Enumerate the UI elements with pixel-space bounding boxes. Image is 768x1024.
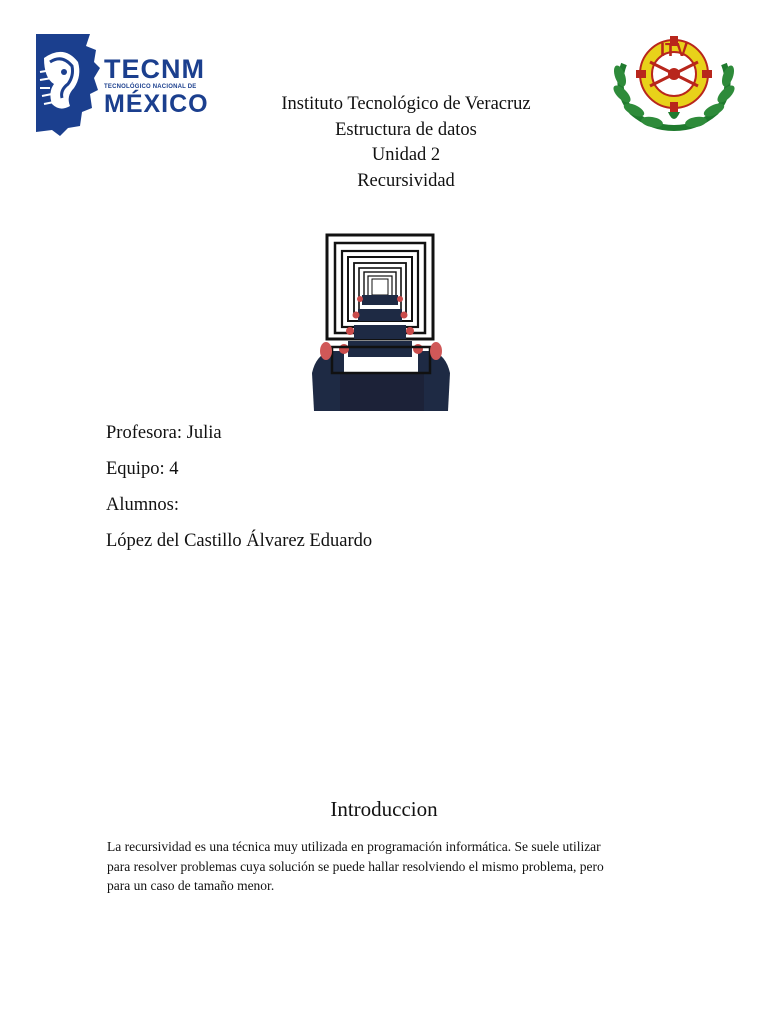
recursion-frames-image xyxy=(310,233,452,411)
professor-line: Profesora: Julia xyxy=(106,423,222,443)
tecnm-wordmark-line2: TECNOLÓGICO NACIONAL DE xyxy=(104,84,197,90)
course-name: Estructura de datos xyxy=(335,119,477,140)
document-header xyxy=(0,92,768,194)
topic-name: Recursividad xyxy=(357,170,455,191)
team-line: Equipo: 4 xyxy=(106,459,179,479)
tecnm-wordmark-line1: TECNM xyxy=(104,54,205,84)
unit-name: Unidad 2 xyxy=(371,145,441,165)
introduction-line: para un caso de tamaño menor. xyxy=(107,878,275,893)
students-label: Alumnos: xyxy=(106,495,179,515)
itv-logo-text: ITV xyxy=(659,40,689,60)
introduction-line: para resolver problemas cuya solución se puede hallar resolviendo el mismo problema, pero xyxy=(107,858,604,874)
introduction-title: Introduccion xyxy=(330,797,438,821)
introduction-paragraph xyxy=(107,837,672,896)
tecnm-wordmark-line3: MÉXICO xyxy=(104,90,209,118)
student-name: López del Castillo Álvarez Eduardo xyxy=(106,531,373,551)
introduction-line: La recursividad es una técnica muy utilizada en programación informática. Se suele utilizar xyxy=(107,839,601,854)
institute-name: Instituto Tecnológico de Veracruz xyxy=(281,94,531,114)
